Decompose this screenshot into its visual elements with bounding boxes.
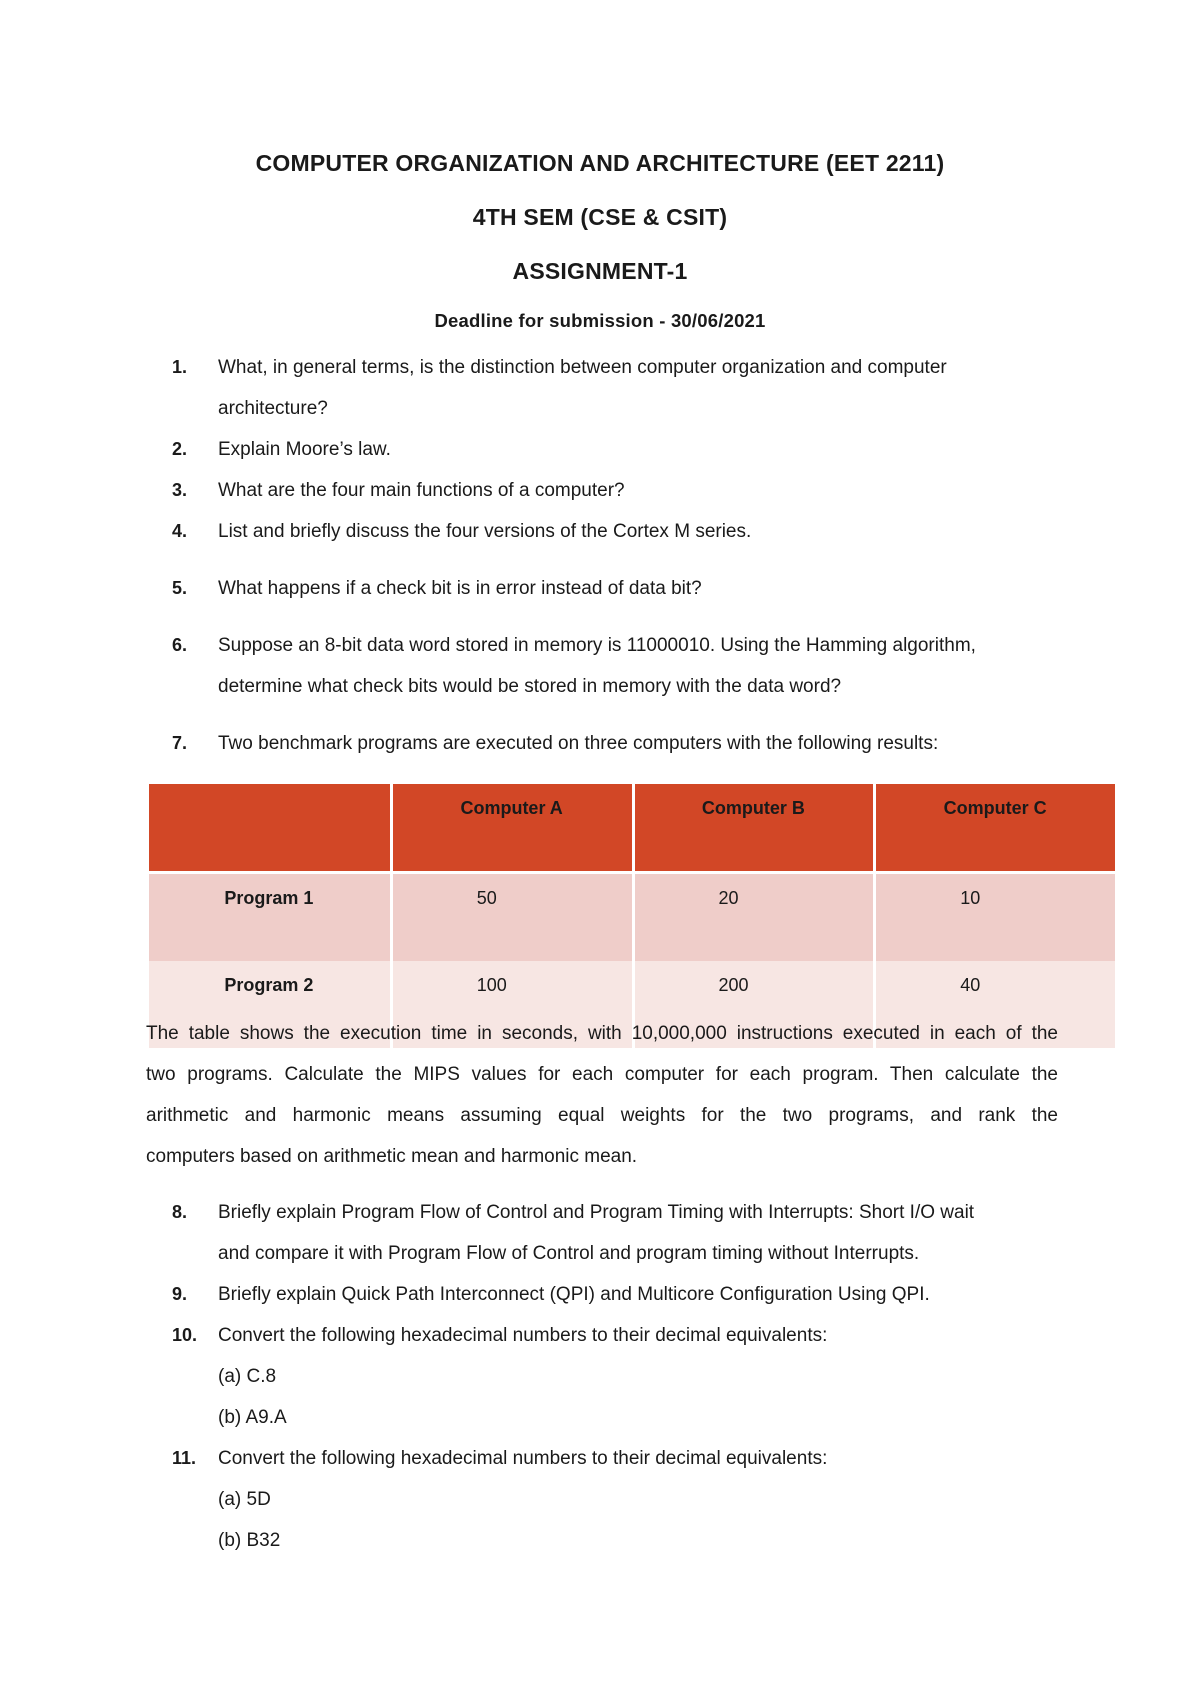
question-text-line: What are the four main functions of a computer? — [218, 480, 625, 501]
question-2 — [172, 429, 1076, 470]
question-text-line: List and briefly discuss the four versions of the Cortex M series. — [218, 521, 752, 542]
question-number: 5. — [172, 578, 188, 598]
question-10-part-b: (b) A9.A — [218, 1407, 287, 1428]
question-number: 1. — [172, 357, 188, 377]
question-number: 3. — [172, 480, 188, 500]
benchmark-table — [146, 784, 1118, 1048]
question-11 — [172, 1438, 1076, 1479]
table-cell: 200 — [635, 961, 874, 1048]
column-header-computer-b: Computer B — [635, 784, 874, 874]
deadline-line: Deadline for submission - 30/06/2021 — [434, 310, 766, 331]
question-4 — [172, 511, 1076, 552]
question-number: 4. — [172, 521, 188, 541]
question-9 — [172, 1274, 1076, 1315]
question-7 — [172, 723, 1076, 764]
question-11-part-b: (b) B32 — [218, 1530, 281, 1551]
question-11-part-a: (a) 5D — [218, 1489, 271, 1510]
question-text-line: What happens if a check bit is in error instead of data bit? — [218, 578, 702, 599]
question-3 — [172, 470, 1076, 511]
table-header-row — [149, 784, 1115, 874]
row-label: Program 2 — [149, 961, 390, 1048]
column-header-computer-a: Computer A — [393, 784, 632, 874]
question-8 — [172, 1192, 1076, 1274]
paragraph-line: computers based on arithmetic mean and harmonic mean. — [146, 1146, 638, 1167]
table-cell: 40 — [876, 961, 1115, 1048]
question-text-line: Convert the following hexadecimal numbers to their decimal equivalents: — [218, 1448, 828, 1469]
table-cell: 50 — [393, 874, 632, 961]
question-text-line: Explain Moore’s law. — [218, 439, 391, 460]
question-10-part-a: (a) C.8 — [218, 1366, 277, 1387]
paragraph-line: The table shows the execution time in seconds, with 10,000,000 instructions executed in each of the — [146, 1023, 1058, 1044]
question-text-line: Briefly explain Program Flow of Control and Program Timing with Interrupts: Short I/O wait — [218, 1202, 975, 1223]
question-text-line: What, in general terms, is the distinction between computer organization and computer — [218, 357, 947, 378]
question-5 — [172, 568, 1076, 609]
question-text-line: architecture? — [218, 398, 328, 419]
question-number: 9. — [172, 1284, 188, 1304]
question-text-line: Briefly explain Quick Path Interconnect (QPI) and Multicore Configuration Using QPI. — [218, 1284, 930, 1305]
paragraph-line: two programs. Calculate the MIPS values for each computer for each program. Then calculate the — [146, 1064, 1058, 1085]
question-number: 8. — [172, 1202, 188, 1222]
table-cell: 10 — [876, 874, 1115, 961]
question-6 — [172, 625, 1076, 707]
question-number: 7. — [172, 733, 188, 753]
column-header-computer-c: Computer C — [876, 784, 1115, 874]
course-title: COMPUTER ORGANIZATION AND ARCHITECTURE (EET 2211) — [255, 150, 945, 176]
question-text-line: Suppose an 8-bit data word stored in memory is 11000010. Using the Hamming algorithm, — [218, 635, 976, 656]
table-corner-cell — [149, 784, 390, 874]
question-number: 10. — [172, 1325, 198, 1345]
paragraph-line: arithmetic and harmonic means assuming equal weights for the two programs, and rank the — [146, 1105, 1058, 1126]
semester-heading: 4TH SEM (CSE & CSIT) — [472, 204, 728, 230]
question-text-line: and compare it with Program Flow of Control and program timing without Interrupts. — [218, 1243, 920, 1264]
table-row — [149, 874, 1115, 961]
question-text-line: Two benchmark programs are executed on three computers with the following results: — [218, 733, 939, 754]
question-10 — [172, 1315, 1076, 1356]
table-cell: 100 — [393, 961, 632, 1048]
question-1 — [172, 347, 1076, 429]
question-7-paragraph — [146, 1013, 1058, 1177]
question-text-line: Convert the following hexadecimal numbers to their decimal equivalents: — [218, 1325, 828, 1346]
question-number: 2. — [172, 439, 188, 459]
assignment-heading: ASSIGNMENT-1 — [512, 258, 688, 284]
table-cell: 20 — [635, 874, 874, 961]
question-text-line: determine what check bits would be stored in memory with the data word? — [218, 676, 842, 697]
question-number: 11. — [172, 1448, 197, 1468]
row-label: Program 1 — [149, 874, 390, 961]
question-number: 6. — [172, 635, 188, 655]
